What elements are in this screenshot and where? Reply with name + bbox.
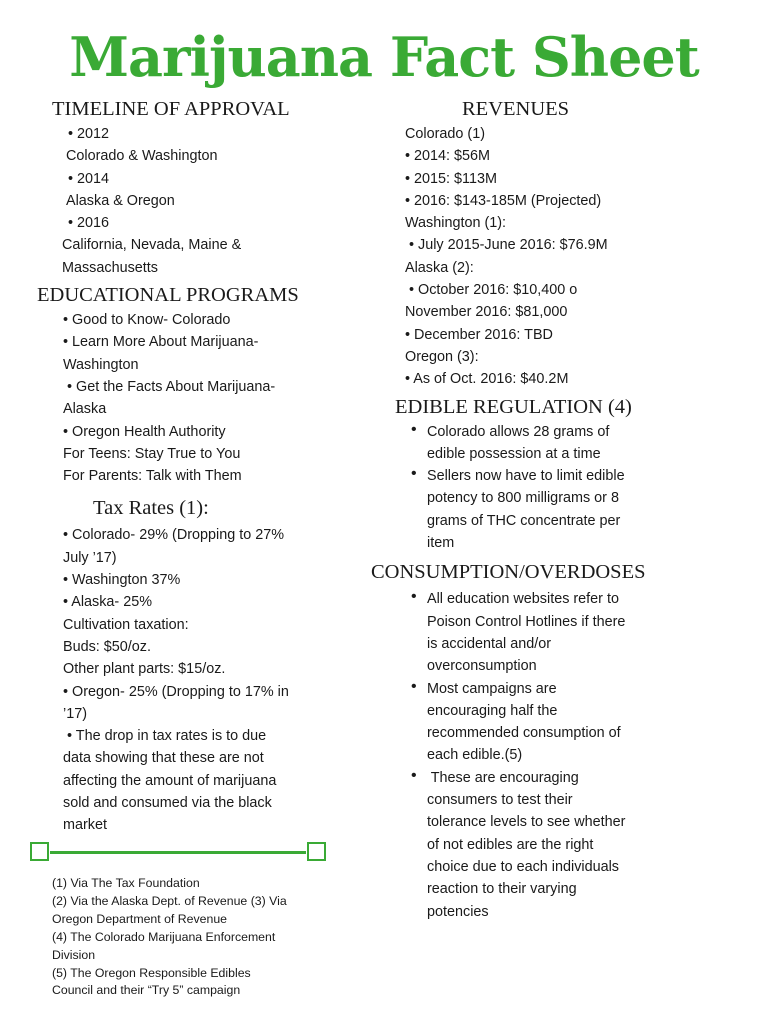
list-item-line: Poison Control Hotlines if there [427,613,626,630]
consumption-section [368,557,708,922]
consumption-heading: CONSUMPTION/OVERDOSES [371,561,646,584]
list-item-line: potencies [427,903,489,920]
revenue-line: • 2015: $113M [405,170,497,187]
timeline-line: California, Nevada, Maine & [62,237,242,254]
list-item-line: tolerance levels to see whether [427,814,626,831]
footnote-line: (2) Via the Alaska Dept. of Revenue (3) Via [52,893,287,908]
tax-line: • Oregon- 25% (Dropping to 17% in [63,683,289,700]
edible-heading: EDIBLE REGULATION (4) [395,395,632,418]
revenues-heading: REVENUES [462,98,570,120]
educational-line: Washington [63,356,139,373]
timeline-line: Massachusetts [62,259,158,276]
tax-line: • Alaska- 25% [63,594,153,611]
timeline-line: Alaska & Oregon [66,192,175,209]
edible-section [368,392,708,555]
list-item-line: potency to 800 milligrams or 8 [427,490,619,507]
divider-line [50,851,306,854]
revenue-line: • December 2016: TBD [405,326,553,343]
tax-line: sold and consumed via the black [63,795,272,812]
list-item-line: • These are encouraging [427,769,579,786]
revenue-line: • July 2015-June 2016: $76.9M [405,237,608,254]
list-item-line: item [427,535,455,552]
revenue-line: November 2016: $81,000 [405,304,568,321]
revenue-line: Washington (1): [405,215,507,232]
educational-line: • Good to Know- Colorado [63,312,231,329]
list-item [404,421,708,466]
list-item-line: • Most campaigns are [427,680,557,697]
list-item-line: reaction to their varying [427,881,577,898]
left-column [36,94,356,837]
list-item-line: recommended consumption of [427,725,621,742]
footnote-line: Division [52,947,96,962]
tax-line: • The drop in tax rates is to due [63,728,267,745]
list-item [404,465,708,554]
list-item-line: encouraging half the [427,702,558,719]
tax-line: ’17) [63,705,87,722]
footnote-line: (4) The Colorado Marijuana Enforcement [52,929,276,944]
tax-line: affecting the amount of marijuana [63,772,277,789]
list-item-line: choice due to each individuals [427,858,620,875]
tax-heading: Tax Rates (1): [93,497,209,520]
footnote-line: Council and their “Try 5” campaign [52,983,241,998]
timeline-line: Colorado & Washington [66,148,218,165]
divider-right-square [307,842,326,861]
list-item-line: grams of THC concentrate per [427,512,621,529]
edible-list [404,421,708,555]
list-item-line: of not edibles are the right [427,836,594,853]
footnote-line: (5) The Oregon Responsible Edibles [52,965,251,980]
educational-line: • Get the Facts About Marijuana- [63,378,276,395]
list-item-line: • All education websites refer to [427,591,619,608]
footnote-line: Oregon Department of Revenue [52,911,227,926]
timeline-line: • 2016 [68,215,110,232]
timeline-section [36,94,356,279]
list-item-line: overconsumption [427,658,537,675]
educational-line: For Teens: Stay True to You [63,445,241,462]
list-item [404,678,708,767]
divider-left-square [30,842,49,861]
educational-line: For Parents: Talk with Them [63,468,242,485]
revenue-line: Alaska (2): [405,259,474,276]
educational-line: Alaska [63,401,107,418]
tax-line: Other plant parts: $15/oz. [63,661,226,678]
right-column [368,94,708,923]
list-item-line: • Colorado allows 28 grams of [427,423,610,440]
tax-line: Buds: $50/oz. [63,638,152,655]
section-divider [30,842,326,866]
revenue-line: • October 2016: $10,400 o [405,282,578,299]
footnote-line: (1) Via The Tax Foundation [52,876,200,890]
revenues-section [368,94,708,391]
tax-line: data showing that these are not [63,750,264,767]
list-item-line: is accidental and/or [427,635,551,652]
educational-heading: EDUCATIONAL PROGRAMS [37,284,299,307]
educational-section [36,280,356,487]
revenue-line: • 2016: $143-185M (Projected) [405,192,602,209]
educational-line: • Learn More About Marijuana- [63,334,259,351]
educational-line: • Oregon Health Authority [63,423,226,440]
timeline-line: • 2012 [68,126,110,142]
list-item-line: each edible.(5) [427,747,523,764]
list-item-line: • Sellers now have to limit edible [427,468,625,485]
tax-line: • Colorado- 29% (Dropping to 27% [63,527,285,544]
tax-line: market [63,817,107,834]
timeline-heading: TIMELINE OF APPROVAL [52,98,290,120]
consumption-list [404,588,708,922]
list-item [404,588,708,677]
revenue-line: • 2014: $56M [405,148,491,165]
tax-section [36,493,356,836]
list-item-line: edible possession at a time [427,445,601,462]
tax-line: Cultivation taxation: [63,616,189,633]
footnotes [52,875,322,1000]
page-title: Marijuana Fact Sheet [69,25,699,89]
revenue-line: • As of Oct. 2016: $40.2M [405,371,569,388]
timeline-line: • 2014 [68,170,110,187]
list-item [404,767,708,923]
revenue-line: Colorado (1) [405,126,485,142]
list-item-line: consumers to test their [427,792,573,809]
tax-line: July ’17) [63,549,117,566]
revenue-line: Oregon (3): [405,348,479,365]
tax-line: • Washington 37% [63,572,181,589]
